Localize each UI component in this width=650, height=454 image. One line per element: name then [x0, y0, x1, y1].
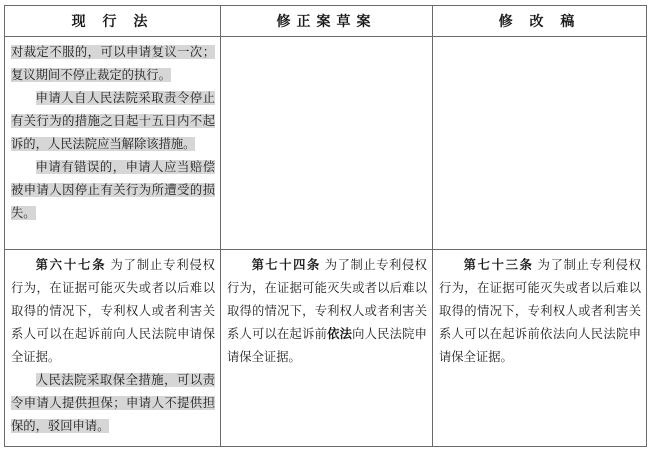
- law-comparison-table: [4, 5, 647, 447]
- cell-current-law: [5, 37, 221, 250]
- table-row: [5, 250, 647, 447]
- paragraph-text: 对裁定不服的，可以申请复议一次；复议期间不停止裁定的执行。: [11, 45, 215, 82]
- cell-revised: [433, 250, 647, 447]
- cell-draft: [221, 37, 433, 250]
- cell-current-law: [5, 250, 221, 447]
- header-row: [5, 6, 647, 37]
- paragraph-text: 为了制止专利侵权行为，在证据可能灭失或者以后难以取得的情况下，专利权人或者利害关系人可以在起诉前: [227, 258, 427, 341]
- table-row: [5, 37, 647, 250]
- inserted-word: 依法: [327, 327, 353, 341]
- paragraph-text: 申请人自人民法院采取责令停止有关行为的措施之日起十五日内不起诉的，人民法院应当解除该措施。: [11, 91, 215, 151]
- paragraph-text: 为了制止专利侵权行为，在证据可能灭失或者以后难以取得的情况下，专利权人或者利害关系人可以在起诉前依法向人民法院申请保全证据。: [439, 258, 641, 364]
- paragraph-text: 申请有错误的，申请人应当赔偿被申请人因停止有关行为所遭受的损失。: [11, 160, 215, 220]
- article-number: 第七十三条: [463, 258, 534, 272]
- paragraph-text: 为了制止专利侵权行为，在证据可能灭失或者以后难以取得的情况下，专利权人或者利害关系人可以在起诉前向人民法院申请保全证据。: [11, 258, 215, 364]
- header-revised: 修 改 稿: [433, 6, 647, 37]
- article-number: 第六十七条: [35, 258, 107, 272]
- header-draft: 修正案草案: [221, 6, 433, 37]
- cell-revised: [433, 37, 647, 250]
- paragraph-text: 向人民法院申请保全证据。: [227, 327, 427, 364]
- cell-draft: [221, 250, 433, 447]
- paragraph-text: 人民法院采取保全措施，可以责令申请人提供担保；申请人不提供担保的，驳回申请。: [11, 373, 215, 433]
- header-current-law: 现 行 法: [5, 6, 221, 37]
- article-number: 第七十四条: [251, 258, 321, 272]
